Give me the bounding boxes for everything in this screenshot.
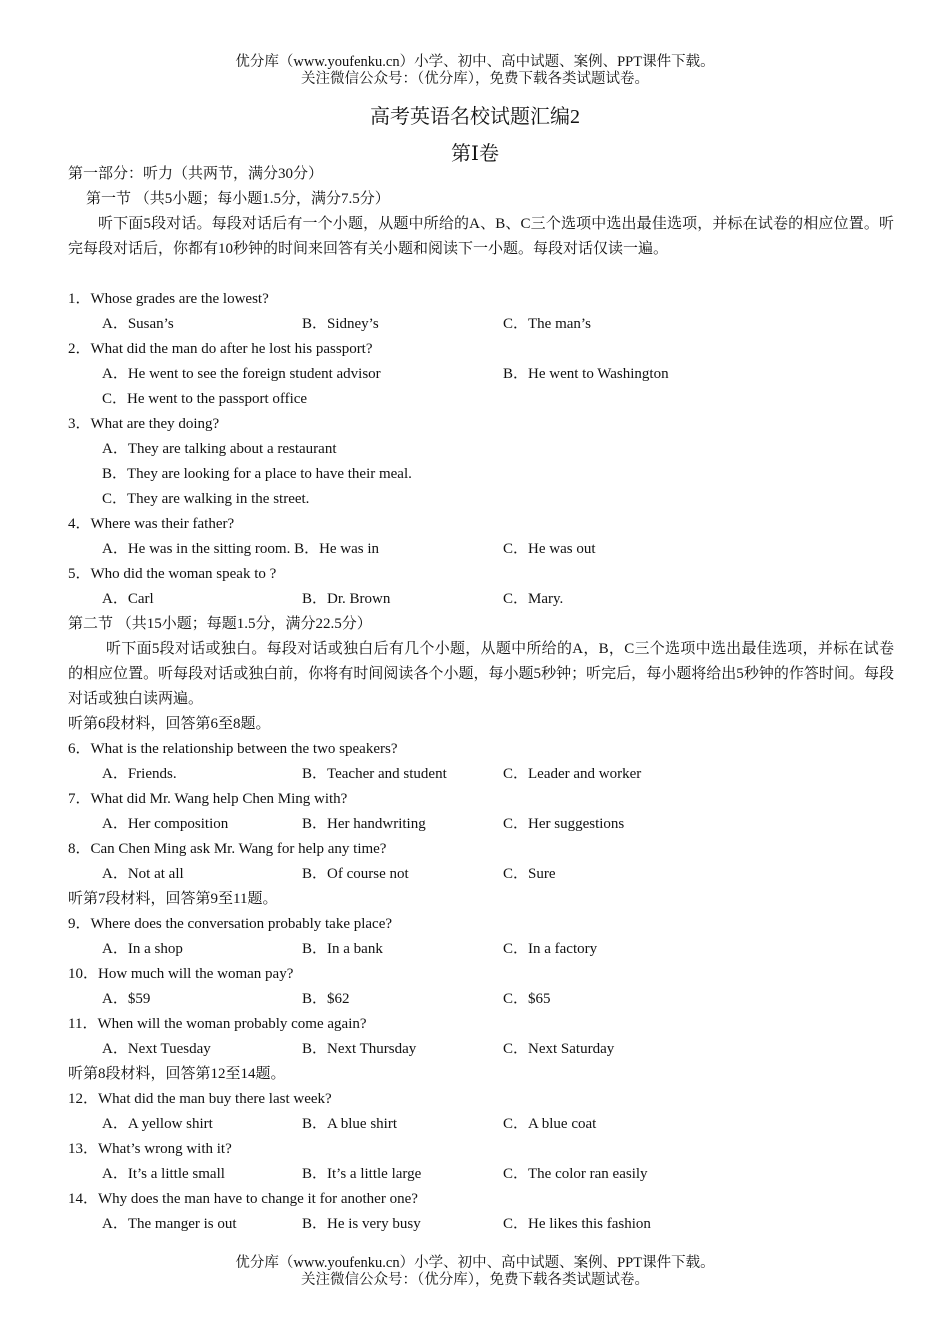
option-b: B．$62 — [302, 991, 350, 1007]
option-c: C．$65 — [503, 991, 551, 1007]
option-a: A．They are talking about a restaurant — [102, 441, 337, 457]
material-7-label: 听第7段材料，回答第9至11题。 — [68, 891, 278, 907]
option-a-b: A．He was in the sitting room. B．He was in — [102, 541, 380, 557]
option-c: C．They are walking in the street. — [102, 491, 310, 507]
option-a: A．Friends. — [102, 766, 177, 782]
option-a: A．Her composition — [102, 816, 229, 832]
option-c: C．The man’s — [503, 316, 591, 332]
option-c: C．Sure — [503, 866, 556, 882]
question-6-stem: 6．What is the relationship between the two speakers? — [68, 741, 398, 757]
question-1-options — [68, 312, 894, 337]
option-b: B．They are looking for a place to have their meal. — [102, 466, 412, 482]
question-4-stem: 4．Where was their father? — [68, 516, 235, 532]
option-b: B．It’s a little large — [302, 1166, 422, 1182]
page-title: 高考英语名校试题汇编2 — [370, 106, 580, 128]
option-a: A．Carl — [102, 591, 154, 607]
exam-content — [68, 162, 894, 1237]
option-b: B．A blue shirt — [302, 1116, 398, 1132]
question-9-stem: 9．Where does the conversation probably take place? — [68, 916, 393, 932]
question-11-stem: 11．When will the woman probably come again? — [68, 1016, 367, 1032]
material-8-label: 听第8段材料，回答第12至14题。 — [68, 1066, 286, 1082]
option-a: A．He went to see the foreign student advisor — [102, 366, 381, 382]
footer-line-2: 关注微信公众号：（优分库），免费下载各类试题试卷。 — [301, 1272, 649, 1288]
option-b: B．Sidney’s — [302, 316, 379, 332]
footer-line-1: 优分库（www.youfenku.cn）小学、初中、高中试题、案例、PPT课件下载。 — [235, 1255, 715, 1271]
option-a: A．Susan’s — [102, 316, 174, 332]
option-c: C．A blue coat — [503, 1116, 597, 1132]
material-6-label: 听第6段材料，回答第6至8题。 — [68, 716, 271, 732]
question-2-stem: 2．What did the man do after he lost his passport? — [68, 341, 373, 357]
header-line-1: 优分库（www.youfenku.cn）小学、初中、高中试题、案例、PPT课件下载。 — [235, 54, 715, 70]
option-a: A．Not at all — [102, 866, 184, 882]
option-a: A．$59 — [102, 991, 151, 1007]
question-1-stem: 1．Whose grades are the lowest? — [68, 291, 269, 307]
option-c: C．He went to the passport office — [102, 391, 308, 407]
page-header — [0, 54, 950, 88]
option-c: C．He likes this fashion — [503, 1216, 651, 1232]
question-2-options — [68, 362, 894, 387]
option-b: B．He is very busy — [302, 1216, 421, 1232]
option-a: A．In a shop — [102, 941, 183, 957]
option-c: C．Leader and worker — [503, 766, 642, 782]
question-14-stem: 14．Why does the man have to change it for another one? — [68, 1191, 418, 1207]
question-13-stem: 13．What’s wrong with it? — [68, 1141, 232, 1157]
volume-title: 第Ⅰ卷 — [451, 143, 499, 165]
question-3-stem: 3．What are they doing? — [68, 416, 220, 432]
question-10-stem: 10．How much will the woman pay? — [68, 966, 294, 982]
option-b: B．In a bank — [302, 941, 383, 957]
option-c: C．Her suggestions — [503, 816, 625, 832]
option-b: B．Of course not — [302, 866, 409, 882]
option-b: B．Her handwriting — [302, 816, 426, 832]
question-5-options — [68, 587, 894, 612]
question-8-stem: 8．Can Chen Ming ask Mr. Wang for help any time? — [68, 841, 387, 857]
option-c: C．The color ran easily — [503, 1166, 648, 1182]
question-5-stem: 5．Who did the woman speak to ? — [68, 566, 277, 582]
option-b: B．Next Thursday — [302, 1041, 417, 1057]
part-heading: 第一部分：听力（共两节，满分30分） — [68, 166, 324, 182]
option-b: B．Dr. Brown — [302, 591, 391, 607]
option-a: A．The manger is out — [102, 1216, 237, 1232]
header-line-2: 关注微信公众号：（优分库），免费下载各类试题试卷。 — [301, 71, 649, 87]
option-c: C．In a factory — [503, 941, 598, 957]
option-a: A．A yellow shirt — [102, 1116, 213, 1132]
section2-heading: 第二节 （共15小题；每题1.5分，满分22.5分） — [68, 616, 372, 632]
option-a: A．Next Tuesday — [102, 1041, 211, 1057]
section1-heading: 第一节 （共5小题；每小题1.5分，满分7.5分） — [86, 191, 390, 207]
option-b: B．Teacher and student — [302, 766, 447, 782]
section1-instructions: 听下面5段对话。每段对话后有一个小题，从题中所给的A、B、C三个选项中选出最佳选项，并标在试卷的相应位置。听完每段对话后，你都有10秒钟的时间来回答有关小题和阅读下一小题。每段对话仅读一遍。 — [68, 216, 894, 257]
question-12-stem: 12．What did the man buy there last week? — [68, 1091, 332, 1107]
option-b: B．He went to Washington — [503, 366, 669, 382]
page-footer — [0, 1255, 950, 1289]
option-c: C．Mary. — [503, 591, 564, 607]
question-4-options — [68, 537, 894, 562]
section2-instructions: 听下面5段对话或独白。每段对话或独白后有几个小题，从题中所给的A，B，C三个选项中选出最佳选项，并标在试卷的相应位置。听每段对话或独白前，你将有时间阅读各个小题，每小题5秒钟；听完后，每小题将给出5秒钟的作答时间。每段对话或独白读两遍。 — [68, 641, 894, 707]
option-a: A．It’s a little small — [102, 1166, 225, 1182]
option-c: C．He was out — [503, 541, 596, 557]
option-c: C．Next Saturday — [503, 1041, 615, 1057]
question-7-stem: 7．What did Mr. Wang help Chen Ming with? — [68, 791, 348, 807]
